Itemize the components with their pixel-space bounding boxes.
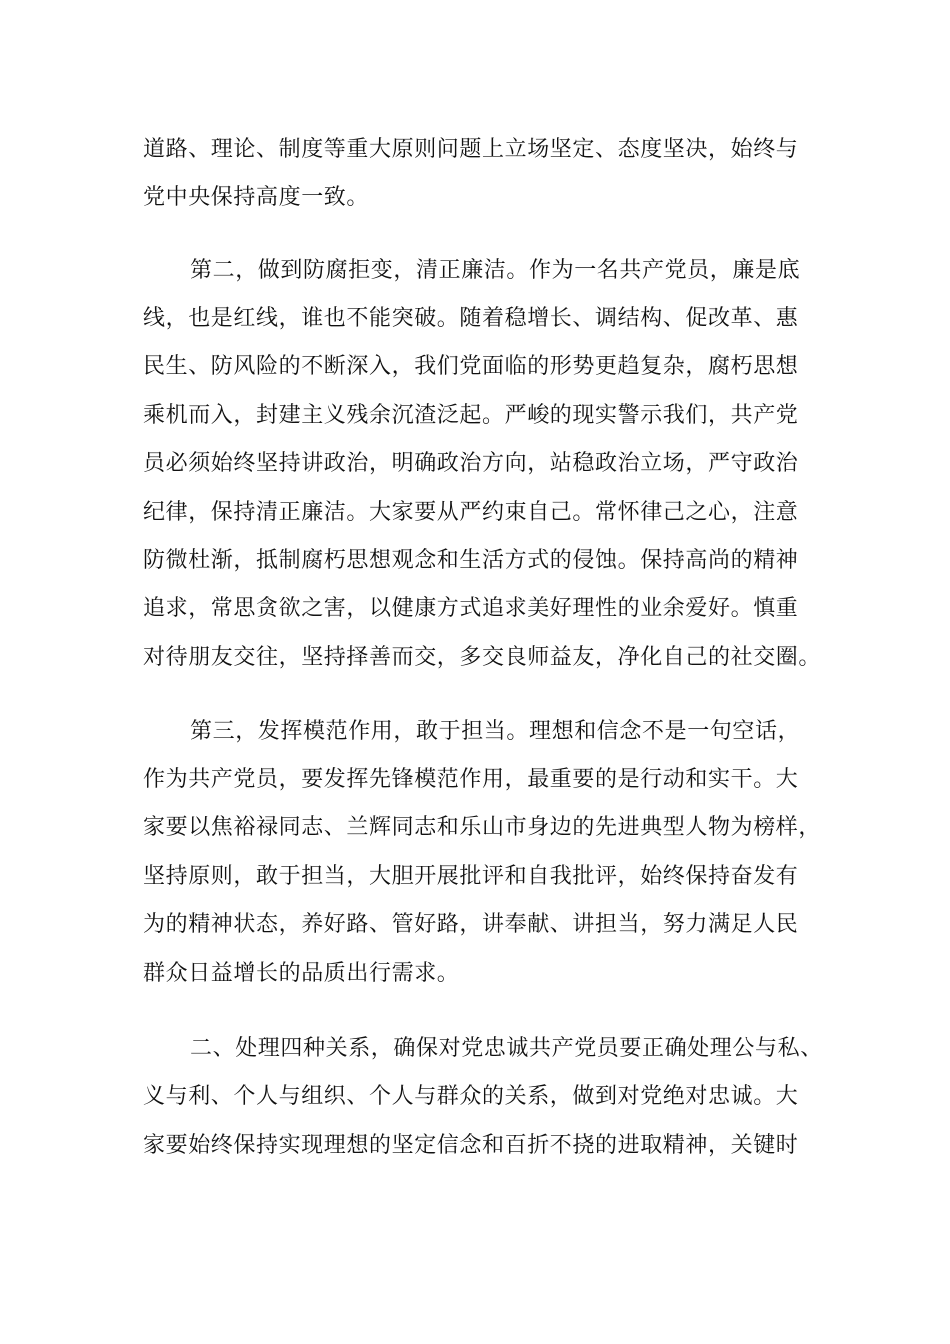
text-line: 线，也是红线，谁也不能突破。随着稳增长、调结构、促改革、惠	[143, 306, 799, 331]
text-line: 道路、理论、制度等重大原则问题上立场坚定、态度坚决，始终与	[143, 137, 799, 162]
text-line: 对待朋友交往，坚持择善而交，多交良师益友，净化自己的社交圈。	[143, 645, 822, 670]
text-line: 防微杜渐，抵制腐朽思想观念和生活方式的侵蚀。保持高尚的精神	[143, 548, 799, 573]
text-line: 义与利、个人与组织、个人与群众的关系，做到对党绝对忠诚。大	[143, 1084, 799, 1109]
text-line: 纪律，保持清正廉洁。大家要从严约束自己。常怀律己之心，注意	[143, 500, 799, 525]
paragraph-first-line: 第二，做到防腐拒变，清正廉洁。作为一名共产党员，廉是底	[190, 258, 801, 283]
text-line: 乘机而入，封建主义残余沉渣泛起。严峻的现实警示我们，共产党	[143, 403, 799, 428]
text-line: 群众日益增长的品质出行需求。	[143, 961, 460, 986]
paragraph-first-line: 第三，发挥模范作用，敢于担当。理想和信念不是一句空话，	[190, 719, 801, 744]
text-line: 家要始终保持实现理想的坚定信念和百折不挠的进取精神，关键时	[143, 1133, 799, 1158]
text-line: 坚持原则，敢于担当，大胆开展批评和自我批评，始终保持奋发有	[143, 864, 799, 889]
text-line: 民生、防风险的不断深入，我们党面临的形势更趋复杂，腐朽思想	[143, 354, 799, 379]
paragraph-first-line: 二、处理四种关系，确保对党忠诚共产党员要正确处理公与私、	[190, 1036, 823, 1061]
text-line: 追求，常思贪欲之害，以健康方式追求美好理性的业余爱好。慎重	[143, 596, 799, 621]
text-line: 员必须始终坚持讲政治，明确政治方向，站稳政治立场，严守政治	[143, 451, 799, 476]
text-line: 家要以焦裕禄同志、兰辉同志和乐山市身边的先进典型人物为榜样，	[143, 815, 822, 840]
text-line: 为的精神状态，养好路、管好路，讲奉献、讲担当，努力满足人民	[143, 912, 799, 937]
text-line: 党中央保持高度一致。	[143, 185, 370, 210]
text-line: 作为共产党员，要发挥先锋模范作用，最重要的是行动和实干。大	[143, 767, 799, 792]
